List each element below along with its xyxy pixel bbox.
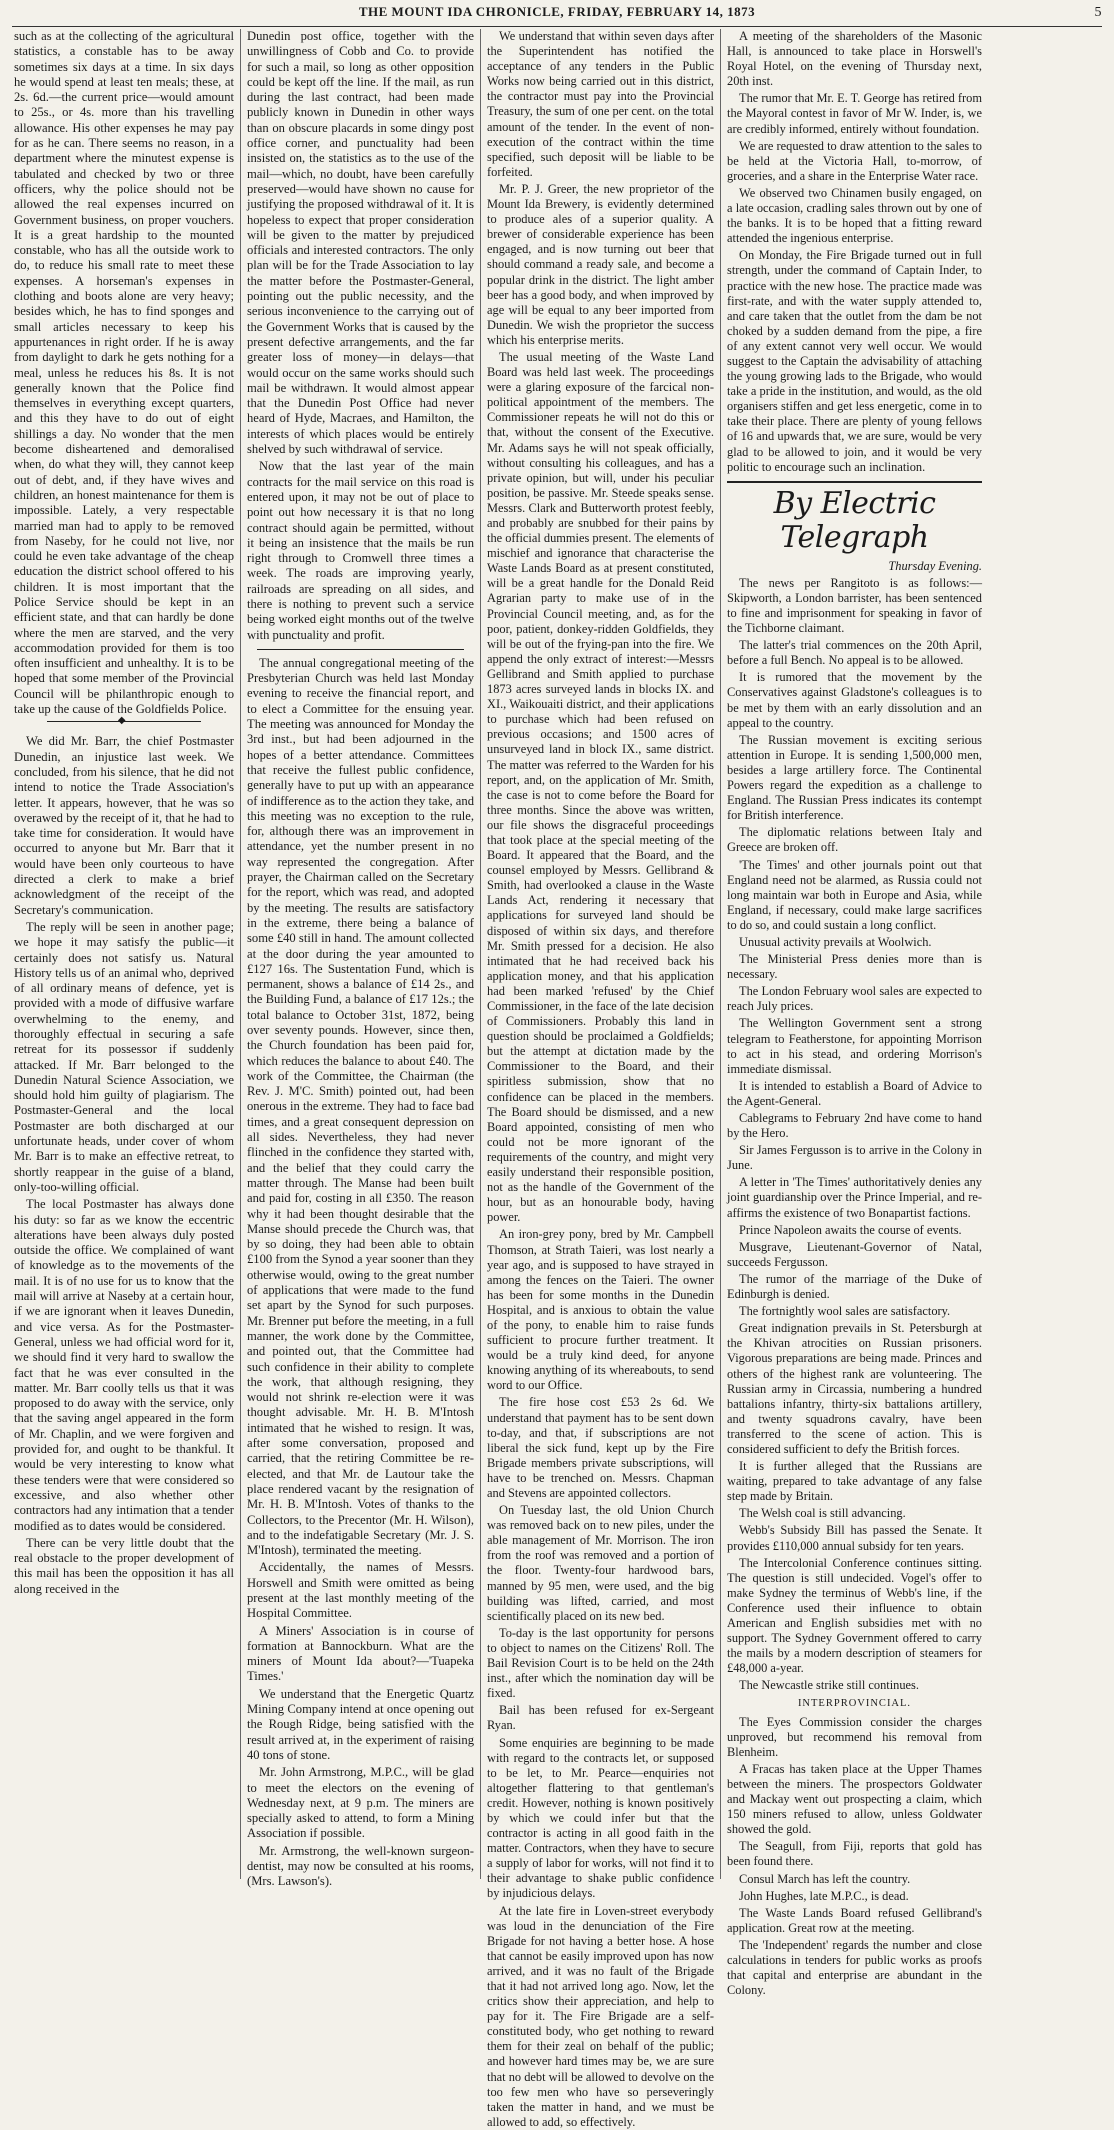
notice-tenders-deposit: We understand that within seven days after the Superintendent has notified the acceptance of any tenders in the Public Works now being carried out in this district, the contractor must pay into the Provincial Treasury, the sum of one per cent. on the total amount of the tender. In the event of non-execution of the contract within the time specified, such deposit will be liable to be forfeited. — [487, 29, 714, 179]
telegraph-item: The news per Rangitoto is as follows:—Skipworth, a London barrister, has been sentenced to fine and imprisonment for speaking in favor of the Tichborne claimant. — [727, 575, 982, 636]
article-mail-contracts: Now that the last year of the main contracts for the mail service on this road is entered upon, it may not be out of place to point out how necessary it is that no long contract should again be permitted, without it being an insistence that the mails be run right through to Cromwell three times a week. The roads are improving yearly, railroads are spreading on all sides, and there is nothing to prevent such a service being worked eight months out of the twelve with punctuality and profit. — [247, 459, 474, 642]
article-post-office-cont: Dunedin post office, together with the unwillingness of Cobb and Co. to provide for such a mail, so long as other opposition could be kept off the line. If the mail, as run during the last contract, had been made publicly known in Dunedin in other ways than on obscure placards in some dingy post office corner, and punctuality had been insisted on, the statistics as to the use of the mail—which, no doubt, have been carefully preserved—would have shown no cause for justifying the proposed withdrawal of it. It is hopeless to expect that proper consideration will be given to the matter by prejudiced officials and interested contractors. The only plan will be for the Trade Association to lay the matter before the Postmaster-General, pointing out the public necessity, and the serious inconvenience to the carrying out of the Government Works that is caused by the present defective arrangements, and the far greater loss of money—in delays—that would occur on the same works should such mail be withdrawn. It would almost appear that the Dunedin Post Office had never heard of Hyde, Macraes, and Hamilton, the interests of which places would be entirely shelved by such withdrawal of service. — [247, 29, 474, 457]
telegraph-item: Musgrave, Lieutenant-Governor of Natal, succeeds Fergusson. — [727, 1239, 982, 1269]
telegraph-item: The London February wool sales are expected to reach July prices. — [727, 984, 982, 1014]
telegraph-item: The Seagull, from Fiji, reports that gold has been found there. — [727, 1839, 982, 1869]
article-presbyterian-meeting: The annual congregational meeting of the Presbyterian Church was held last Monday evening to receive the financial report, and to elect a Committee for the ensuing year. The meeting was announced for Monday the 3rd inst., but had been adjourned in the hopes of a better attendance. Committees that receive the fullest public confidence, generally have to put up with an appearance of indifference as to the action they take, and this meeting was no exception to the rule, for, although there was an improvement in attendance, yet the number present in no way represented the congregation. After prayer, the Chairman called on the Secretary for the report, which was read, and adopted by the meeting. The results are satisfactory in the extreme, there being a balance of some £40 still in hand. The amount collected at the door during the year amounted to £127 16s. The Sustentation Fund, which is permanent, shows a balance of £14 2s., and the Building Fund, a balance of £17 12s.; the total balance to October 31st, 1872, being over seventy pounds. However, since then, the Church foundation has been paid for, which reduces the balance to about £40. The work of the Committee, the Chairman (the Rev. J. M'C. Smith) pointed out, had been onerous in the extreme. They had to face bad times, and a great consequent depression on all sides. Nevertheless, they had never flinched in the confidence they started with, and the belief that they could carry the matter through. The Manse had been built and paid for, costing in all £350. The reason why it had been thought desirable that the Manse should precede the Church was, that by so doing, they had been able to obtain £100 from the Synod a year sooner than they otherwise would, owing to the great number of applications that were made to the fund set apart by the Synod for such purposes. Mr. Brenner put before the meeting, in a full manner, the work done by the Committee, and pointed out, that the Committee had such confidence in their ability to complete the work, that although resigning, they would not shrink re-election were it was thought advisable. Mr. H. B. M'Intosh intimated that he wished to resign. It was, after some conversation, proposed and carried, that the retiring Committee be re-elected, and that Mr. de Lautour take the place rendered vacant by the resignation of Mr. H. B. M'Intosh. Votes of thanks to the Collectors, to the Precentor (Mr. H. Wilson), and to the indefatigable Secretary (Mr. J. S. M'Intosh), terminated the meeting. — [247, 655, 474, 1558]
article-obstacle: There can be very little doubt that the real obstacle to the proper development of this mail has been the opposition it has all along received in the — [14, 1535, 234, 1596]
notice-mayoral-rumor: The rumor that Mr. E. T. George has retired from the Mayoral contest in favor of Mr W. Inder, is, we are credibly informed, entirely without foundation. — [727, 91, 982, 136]
telegraph-item: The Wellington Government sent a strong telegram to Featherstone, for appointing Morrison to act in his stead, and ordering Morrison's immediate dismissal. — [727, 1016, 982, 1076]
telegraph-item: Sir James Fergusson is to arrive in the Colony in June. — [727, 1143, 982, 1173]
column-2 — [240, 29, 480, 1889]
columns — [8, 29, 1106, 2129]
article-police-expenses: such as at the collecting of the agricultural statistics, a constable has to be away sometimes six days at a time. In six days he would spend at least ten meals; these, at 2s. 6d.—the current price—would amount to 25s., or 4s. more than his travelling allowance. His other expenses he may pay for as he can. There seems no reason, in a department where the minutest expense is tabulated and checked by two or three officers, why the police should not be allowed the real expenses incurred on Government business, on proper vouchers. It is a great hardship to the mounted constable, who has all the outside work to do, to reduce his small rate to meet these expenses. A horseman's expenses in clothing and boots alone are very heavy; besides which, he has to find sponges and small articles necessary to keep his appurtenances in right order. If he is away from daylight to dark he gets nothing for a meal, unless he reduces his 8s. It is not generally known that the Police find themselves in everything except quarters, and this they have to do out of eight shillings a day. No wonder that the men become disheartened and demoralised when, do what they will, they cannot keep out of debt, and, if they have wives and children, an honest maintenance for them is impossible. Lately, a very respectable married man had to apply to be removed from Naseby, for he could not live, nor could he even take advantage of the cheap education the district school offered to his children. It is most important that the Police Service should be kept in an efficient state, and that can hardly be done where the men are starved, and the very accommodation provided for them is too often insufficient and unhealthy. It is to be hoped that some member of the Provincial Council will be philanthropic enough to take up the cause of the Goldfields Police. — [14, 29, 234, 717]
notice-masonic-hall: A meeting of the shareholders of the Masonic Hall, is announced to take place in Horswell's Royal Hotel, on the evening of Thursday next, 20th inst. — [727, 29, 982, 89]
notice-citizens-roll: To-day is the last opportunity for persons to object to names on the Citizens' Roll. The Bail Revision Court is to be held on the 24th inst., after which the nomination day will be fixed. — [487, 1625, 714, 1701]
telegraph-item: The diplomatic relations between Italy and Greece are broken off. — [727, 825, 982, 855]
telegraph-item: Webb's Subsidy Bill has passed the Senate. It provides £110,000 annual subsidy for ten years. — [727, 1523, 982, 1553]
article-local-postmaster: The local Postmaster has always done his duty: so far as we know the eccentric alterations have been always duly posted outside the office. We complained of want of knowledge as to the movements of the mail. It is of no use for us to know that the mail will arrive at Naseby at a certain hour, if we are ignorant when it leaves Dunedin, and vice versa. As for the Postmaster-General, unless we had official word for it, we should find it very hard to swallow the fact that he was ever consulted in the matter. Mr. Barr coolly tells us that it was proposed to do away with the service, only that the saving angel appeared in the form of Mr. Chaplin, and we were forgiven and provided for, and ought to be thankful. It would be very interesting to know what these tenders were that were considered so excessive, and also whether other contractors had any intimation that a tender modified as to dates would be considered. — [14, 1197, 234, 1533]
article-waste-land-board: The usual meeting of the Waste Land Board was held last week. The proceedings were a glaring exposure of the farcical non-political appointment of the members. The Commissioner repeats he will not do this or that, without the consent of the Executive. Mr. Adams says he will not speak officially, without consulting his colleagues, and has a private opinion, but will, under his peculiar position, be passive. Mr. Steede speaks sense. Messrs. Clark and Butterworth protest feebly, and probably are snubbed for their pains by the official dummies present. The elements of mischief and ignorance that characterise the Waste Lands Board as at present constituted, will be a great handle for the Donald Reid Agrarian party to make use of in the Provincial Council meeting, and, as for the poor, patient, donkey-ridden Goldfields, they will be out of the frying-pan into the fire. We append the only extract of interest:—Messrs Gellibrand and Smith applied to purchase 1873 acres surveyed lands in blocks IX. and XI., Waikouaiti district, and their applications to purchase which had been refused on previous occasions; and 1500 acres of unsurveyed land in block IX., same district. The matter was referred to the Warden for his report, and, on the application of Mr. Smith, the case is not to come before the Board for three months. Since the above was written, our file shows the disgraceful proceedings that took place at the special meeting of the Board. It appeared that the Board, and the counsel employed by Messrs. Gellibrand & Smith, had overlooked a clause in the Waste Lands Act, rendering it necessary that applications for surveyed land should be disposed of within six days, and therefore Mr. Smith pressed for a decision. He also intimated that he had received back his application money, and that his application had been marked 'refused' by the Chief Commissioner, in the face of the late decision of Commissioners. Probably this land in question should be proclaimed a Goldfields; but the attempt at dictation made by the Commissioner to the Board, and their spiritless submission, show that no confidence can be placed in the members. The Board should be dismissed, and a new Board appointed, consisting of men who could not be more ignorant of the requirements of the country, and might very easily understand their responsible position, not as the handle of the Government of the hour, but as an honourable body, having power. — [487, 349, 714, 1225]
telegraph-item: A Fracas has taken place at the Upper Thames between the miners. The prospectors Goldwater and Mackay went out prospecting a claim, which 150 miners refused to allow, unless Goldwater showed the gold. — [727, 1761, 982, 1837]
telegraph-item: It is rumored that the movement by the Conservatives against Gladstone's colleagues is to be met by them with an early dissolution and an appeal to the country. — [727, 670, 982, 730]
telegraph-item: Consul March has left the country. — [739, 1871, 911, 1886]
notice-victoria-hall-sales: We are requested to draw attention to the sales to be held at the Victoria Hall, to-morrow, of groceries, and a share in the Enterprise Water race. — [727, 138, 982, 183]
telegraph-item: 'The Times' and other journals point out that England need not be alarmed, as Russia could not long maintain war both in Europe and Asia, while England, if necessary, could make large sacrifices to do so, and could sustain a long conflict. — [727, 857, 982, 932]
telegraph-item: The Intercolonial Conference continues sitting. The question is still undecided. Vogel's offer to make Sydney the terminus of Webb's line, if the Conference used their influence to obtain American and English subsidies met with no support. The Sydney Government offered to carry the mails by a modern description of steamers for £48,000 a-year. — [727, 1555, 982, 1676]
interprovincial-subheading: INTERPROVINCIAL. — [797, 1698, 912, 1710]
notice-brewery: Mr. P. J. Greer, the new proprietor of the Mount Ida Brewery, is evidently determined to produce ales of a superior quality. A brewer of considerable experience has been engaged, and is now turning out beer that should command a ready sale, and become a popular drink in the district. The light amber beer has a good body, and when improved by age will be equal to any beer imported from Dunedin. We wish the proprietor the success which his enterprise merits. — [487, 181, 714, 347]
article-mr-barr: We did Mr. Barr, the chief Postmaster Dunedin, an injustice last week. We concluded, from his silence, that he did not intend to notice the Trade Association's letter. It appears, however, that he was so overawed by the receipt of it, that he had to take time for consideration. It would have occurred to anyone but Mr. Barr that it would have been only courteous to have directed a clerk to make a brief acknowledgment of the receipt of the Secretary's communication. — [14, 734, 234, 917]
notice-quartz-mining: We understand that the Energetic Quartz Mining Company intend at once opening out the Rough Ridge, being satisfied with the result arrived at, in the experiment of raising 40 tons of stone. — [247, 1686, 474, 1762]
telegraph-item: The Waste Lands Board refused Gellibrand's application. Great row at the meeting. — [727, 1905, 982, 1935]
telegraph-item: A letter in 'The Times' authoritatively denies any joint guardianship over the Prince Imperial, and re-affirms the existence of two Bonapartist factions. — [727, 1175, 982, 1220]
telegraph-item: John Hughes, late M.P.C., is dead. — [739, 1888, 909, 1903]
telegraph-item: The Russian movement is exciting serious attention in Europe. It is sending 1,500,000 men, besides a large artillery force. The Continental Powers regard the expedition as a challenge to England. The Russian Press indicates its contempt for British interference. — [727, 732, 982, 823]
article-fire-brigade-practice: On Monday, the Fire Brigade turned out in full strength, under the command of Captain Inder, to practice with the new hose. The practice made was first-rate, and with the water supply attended to, and care taken that the outlet from the dam be not choked by a sudden demand from the pipe, a fire of any extent cannot very well occur. We would suggest to the Captain the advisability of attaching the young growing lads to the Brigade, who would take a pride in the institution, and would, as the old organisers stiffen and get less energetic, come in to take their place. There are plenty of young fellows of 16 and upwards that, we are sure, would be very glad to be allowed to join, and it would be very politic to encourage such an inclination. — [727, 248, 982, 474]
telegraph-item: It is further alleged that the Russians are waiting, prepared to take advantage of any false step made by Britain. — [727, 1459, 982, 1504]
masthead-title: THE MOUNT IDA CHRONICLE, FRIDAY, FEBRUARY 14, 1873 — [358, 4, 756, 19]
telegraph-item: It is intended to establish a Board of Advice to the Agent-General. — [727, 1078, 982, 1108]
telegraph-item: The Eyes Commission consider the charges unproved, but recommend his removal from Blenheim. — [727, 1714, 982, 1759]
notice-bail-refused: Bail has been refused for ex-Sergeant Ryan. — [487, 1703, 714, 1733]
telegraph-item: The latter's trial commences on the 20th April, before a full Bench. No appeal is to be allowed. — [727, 638, 982, 668]
telegraph-item: The rumor of the marriage of the Duke of Edinburgh is denied. — [727, 1271, 982, 1302]
notice-lost-pony: An iron-grey pony, bred by Mr. Campbell Thomson, at Strath Taieri, was lost nearly a year ago, and is supposed to have strayed in among the fences on the Taieri. The owner has been for some months in the Dunedin Hospital, and is anxious to obtain the value of the pony, to enable him to raise funds sufficient to procure further treatment. It would be a truly kind deed, for anyone knowing anything of its whereabouts, to send word to our Office. — [487, 1227, 714, 1393]
telegraph-dateline: Thursday Evening. — [888, 558, 982, 573]
telegraph-item: The fortnightly wool sales are satisfactory. — [739, 1304, 951, 1319]
telegraph-item: The Newcastle strike still continues. — [739, 1678, 919, 1693]
telegraph-item: Cablegrams to February 2nd have come to hand by the Hero. — [727, 1111, 982, 1141]
telegraph-item: The 'Independent' regards the number and close calculations in tenders for public works as proofs that capital and enterprise are abundant in the Colony. — [727, 1937, 982, 1998]
column-3 — [480, 29, 720, 2129]
masthead — [12, 4, 1102, 27]
telegraph-item: Prince Napoleon awaits the course of events. — [739, 1222, 962, 1237]
column-1 — [8, 29, 240, 1879]
notice-armstrong-electors: Mr. John Armstrong, M.P.C., will be glad to meet the electors on the evening of Wednesday next, at 9 p.m. The miners are specially asked to attend, to form a Mining Association if possible. — [247, 1765, 474, 1841]
telegraph-item: The Welsh coal is still advancing. — [739, 1506, 906, 1521]
divider — [257, 649, 464, 650]
page-number: 5 — [1094, 5, 1102, 20]
notice-pearce-contracts: Some enquiries are beginning to be made with regard to the contracts let, or supposed to be let, to Mr. Pearce—enquiries not altogether flattering to that gentleman's credit. However, nothing is known positively by which we could infer but that the contractor is acting in all good faith in the matter. Contractors, when they have to secure a supply of labor for works, will not find it to their advantage to shake public confidence by injudicious delays. — [487, 1735, 714, 1901]
notice-miners-association: A Miners' Association is in course of formation at Bannockburn. What are the miners of Mount Ida about?—'Tuapeka Times.' — [247, 1623, 474, 1684]
telegraph-item: Unusual activity prevails at Woolwich. — [739, 934, 932, 949]
notice-armstrong-dentist: Mr. Armstrong, the well-known surgeon-dentist, may now be consulted at his rooms, (Mrs. Lawson's). — [247, 1843, 474, 1889]
article-reply: The reply will be seen in another page; we hope it may satisfy the public—it certainly does not satisfy us. Natural History tells us of an animal who, deprived of all ordinary means of defence, yet is provided with a mode of diffusive warfare overwhelming to the enemy, and thoroughly effectual in securing a safe retreat for its possessor if suddenly attacked. If Mr. Barr belonged to the Dunedin Natural Science Association, we should hold him guilty of plagiarism. The Postmaster-General and the local Postmaster are both discharged at our unfortunate heads, under cover of whom Mr. Barr is to make an effective retreat, to shortly reappear in the guise of a bland, only-too-willing official. — [14, 919, 234, 1194]
notice-chinamen: We observed two Chinamen busily engaged, on a late occasion, cradling sales thrown out by one of the banks. It is to be hoped that a fitting reward attended the ingenious enterprise. — [727, 185, 982, 246]
notice-hospital-committee: Accidentally, the names of Messrs. Horswell and Smith were omitted as being present at the last monthly meeting of the Hospital Committee. — [247, 1560, 474, 1621]
telegraph-item: The Ministerial Press denies more than is necessary. — [727, 952, 982, 982]
notice-fire-hose: The fire hose cost £53 2s 6d. We understand that payment has to be sent down to-day, and that, if subscriptions are not liberal the sick fund, kept up by the Fire Brigade members private subscriptions, will have to be trenched on. Messrs. Chapman and Stevens are appointed collectors. — [487, 1395, 714, 1500]
telegraph-item: Great indignation prevails in St. Petersburgh at the Khivan atrocities on Russian prisoners. Vigorous preparations are being made. Princes and others of the highest rank are volunteering. The Russian army in Circassia, numbering a hundred battalions infantry, thirty-six battalions artillery, and twenty squadrons cavalry, have been transferred to the scene of action. This is considered sufficient to defy the British forces. — [727, 1321, 982, 1456]
telegraph-heading: By Electric Telegraph — [727, 481, 982, 555]
divider — [47, 721, 201, 730]
article-fire-brigade-hose: At the late fire in Loven-street everybody was loud in the denunciation of the Fire Brigade for not having a better hose. A hose that cannot be easily improved upon has now arrived, and it was no fault of the Brigade that it had not arrived long ago. Now, let the critics show their appreciation, and help to pay for it. The Fire Brigade are a self-constituted body, who get nothing to reward them for their zeal on behalf of the public; and however hard times may be, we are sure that no debt will be allowed to devolve on the too few men who have so perseveringly taken the matter in hand, and we must be allowed to add, so effectively. — [487, 1903, 714, 2129]
column-4 — [720, 29, 988, 1998]
notice-union-church: On Tuesday last, the old Union Church was removed back on to new piles, under the able management of Mr. Morrison. The iron from the roof was removed and a portion of the floor. Twenty-four hardwood bars, manned by 95 men, were used, and the big building was lifted, carried, and most scientifically placed on its new bed. — [487, 1503, 714, 1623]
